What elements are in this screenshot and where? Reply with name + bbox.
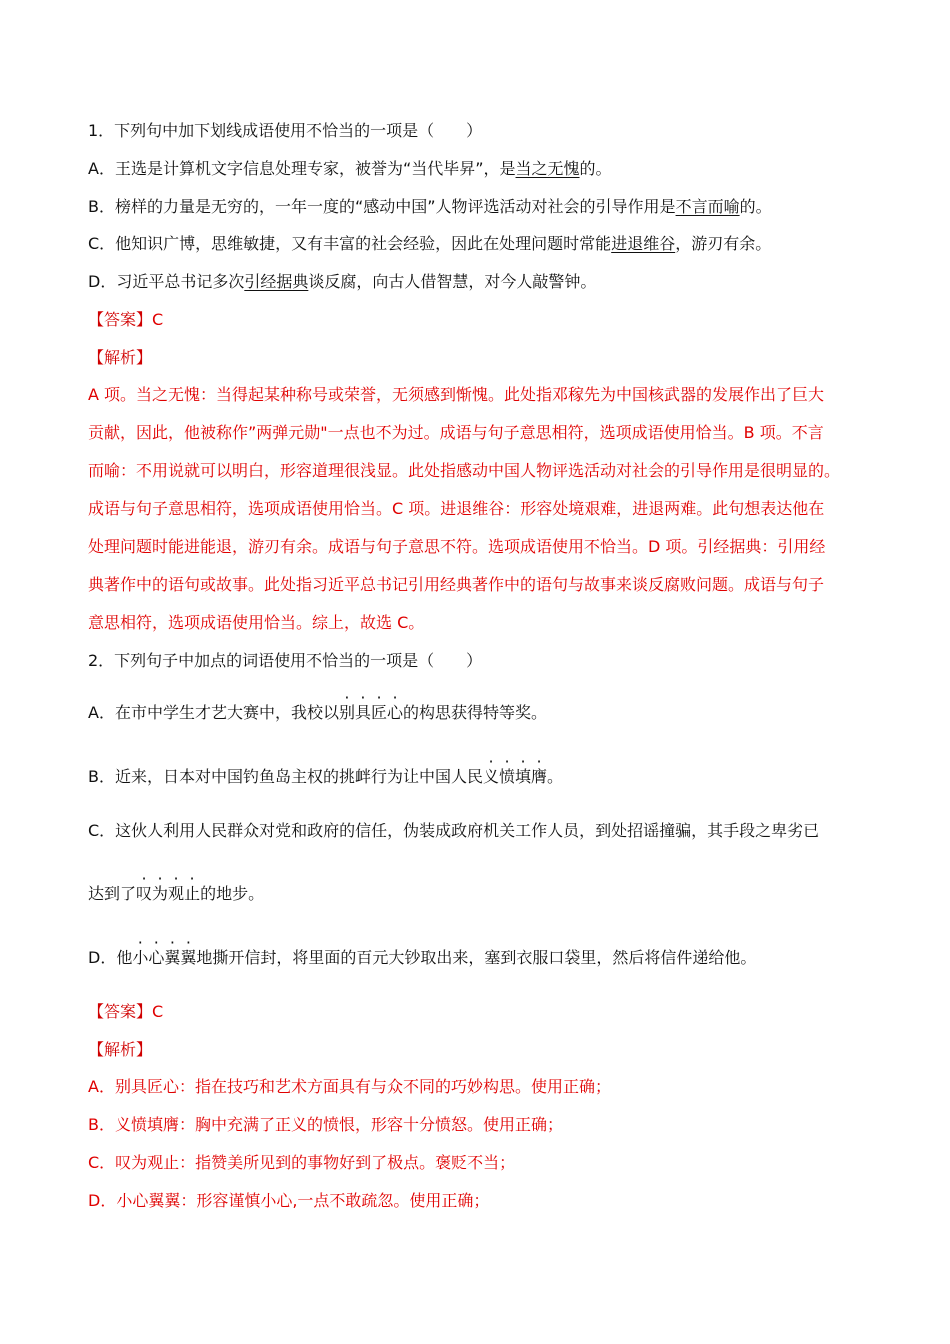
dotted-char: 愤 <box>499 767 516 786</box>
q2-analysis-line: A．别具匠心：指在技巧和艺术方面具有与众不同的巧妙构思。使用正确； <box>88 1077 611 1096</box>
q2-answer <box>88 1002 163 1022</box>
option-text: 的。 <box>739 197 772 216</box>
dotted-char: 翼 <box>180 948 197 967</box>
dotted-char: 具 <box>354 703 371 722</box>
underlined-idiom: 引经据典 <box>244 272 309 291</box>
q2-option-c-line1: C．这伙人利用人民群众对党和政府的信任，伪装成政府机关工作人员，到处招谣撞骗，其手段之卑劣已 <box>88 821 820 840</box>
dotted-char: 别 <box>338 703 355 722</box>
q1-analysis-line: A 项。当之无愧：当得起某种称号或荣誉，无须感到惭愧。此处指邓稼先为中国核武器的发展作出了巨大 <box>88 385 825 404</box>
answer-label: 【答案】 <box>88 310 153 329</box>
q1-option-d <box>88 272 596 292</box>
dotted-char: 翼 <box>164 948 181 967</box>
q2-analysis-line: B．义愤填膺：胸中充满了正义的愤恨，形容十分愤怒。使用正确； <box>88 1115 563 1134</box>
answer-value: C <box>152 310 164 329</box>
option-text: ，游刃有余。 <box>675 234 772 253</box>
question-2-stem: 2．下列句子中加点的词语使用不恰当的一项是（ ） <box>88 651 483 670</box>
dotted-char: 心 <box>148 948 165 967</box>
option-text: D．他 <box>88 948 133 967</box>
q2-option-d <box>88 948 756 968</box>
q1-analysis-line: 典著作中的语句或故事。此处指习近平总书记引用经典著作中的语句与故事来谈反腐败问题。成语与句子 <box>88 575 825 594</box>
q1-analysis-line: 成语与句子意思相符，选项成语使用恰当。C 项。进退维谷：形容处境艰难，进退两难。此句想表达他在 <box>88 499 825 518</box>
answer-value: C <box>152 1002 164 1021</box>
option-text: 的地步。 <box>200 884 265 903</box>
option-text: C．他知识广博，思维敏捷，又有丰富的社会经验，因此在处理问题时常能 <box>88 234 612 253</box>
q2-analysis-line: D．小心翼翼：形容谨慎小心,一点不敢疏忽。使用正确； <box>88 1191 490 1210</box>
dotted-char: 止 <box>184 884 201 903</box>
dotted-char: 叹 <box>136 884 153 903</box>
answer-label: 【答案】 <box>88 1002 153 1021</box>
dotted-char: 膺 <box>531 767 548 786</box>
q2-analysis-line: C．叹为观止：指赞美所见到的事物好到了极点。褒贬不当； <box>88 1153 516 1172</box>
option-text: A．在市中学生才艺大赛中，我校以 <box>88 703 339 722</box>
dotted-char: 填 <box>515 767 532 786</box>
option-text: 的构思获得特等奖。 <box>403 703 548 722</box>
option-text: A．王选是计算机文字信息处理专家，被誉为“当代毕昇”，是 <box>88 159 516 178</box>
dotted-char: 心 <box>387 703 404 722</box>
q2-option-a <box>88 703 547 723</box>
q1-analysis-line: 意思相符，选项成语使用恰当。综上，故选 C。 <box>88 613 425 632</box>
q2-analysis-label: 【解析】 <box>88 1040 153 1059</box>
option-text: D．习近平总书记多次 <box>88 272 245 291</box>
option-text: 达到了 <box>88 884 137 903</box>
dotted-char: 小 <box>132 948 149 967</box>
q1-option-b <box>88 197 772 217</box>
option-text: 。 <box>547 767 564 786</box>
dotted-char: 义 <box>482 767 499 786</box>
dotted-char: 匠 <box>370 703 387 722</box>
q2-option-c-line2 <box>88 884 264 904</box>
question-1-stem: 1．下列句中加下划线成语使用不恰当的一项是（ ） <box>88 121 483 140</box>
option-text: 地撕开信封，将里面的百元大钞取出来，塞到衣服口袋里，然后将信件递给他。 <box>196 948 757 967</box>
q1-analysis-line: 而喻：不用说就可以明白，形容道理很浅显。此处指感动中国人物评选活动对社会的引导作用是很明显的。 <box>88 461 841 480</box>
underlined-idiom: 进退维谷 <box>611 234 676 253</box>
underlined-idiom: 不言而喻 <box>675 197 740 216</box>
option-text: 的。 <box>579 159 612 178</box>
underlined-idiom: 当之无愧 <box>515 159 580 178</box>
dotted-char: 观 <box>168 884 185 903</box>
q1-analysis-label: 【解析】 <box>88 348 153 367</box>
option-text: B．榜样的力量是无穷的，一年一度的“感动中国”人物评选活动对社会的引导作用是 <box>88 197 676 216</box>
q1-option-a <box>88 159 612 179</box>
q1-analysis-line: 处理问题时能进能退，游刃有余。成语与句子意思不符。选项成语使用不恰当。D 项。引经据典：引用经 <box>88 537 826 556</box>
option-text: B．近来，日本对中国钓鱼岛主权的挑衅行为让中国人民 <box>88 767 483 786</box>
dotted-char: 为 <box>152 884 169 903</box>
q1-option-c <box>88 234 771 254</box>
q1-answer <box>88 310 163 330</box>
q2-option-b <box>88 767 563 787</box>
option-text: 谈反腐，向古人借智慧，对今人敲警钟。 <box>308 272 597 291</box>
q1-analysis-line: 贡献，因此，他被称作”两弹元勋"一点也不为过。成语与句子意思相符，选项成语使用恰当。B 项。不言 <box>88 423 824 442</box>
